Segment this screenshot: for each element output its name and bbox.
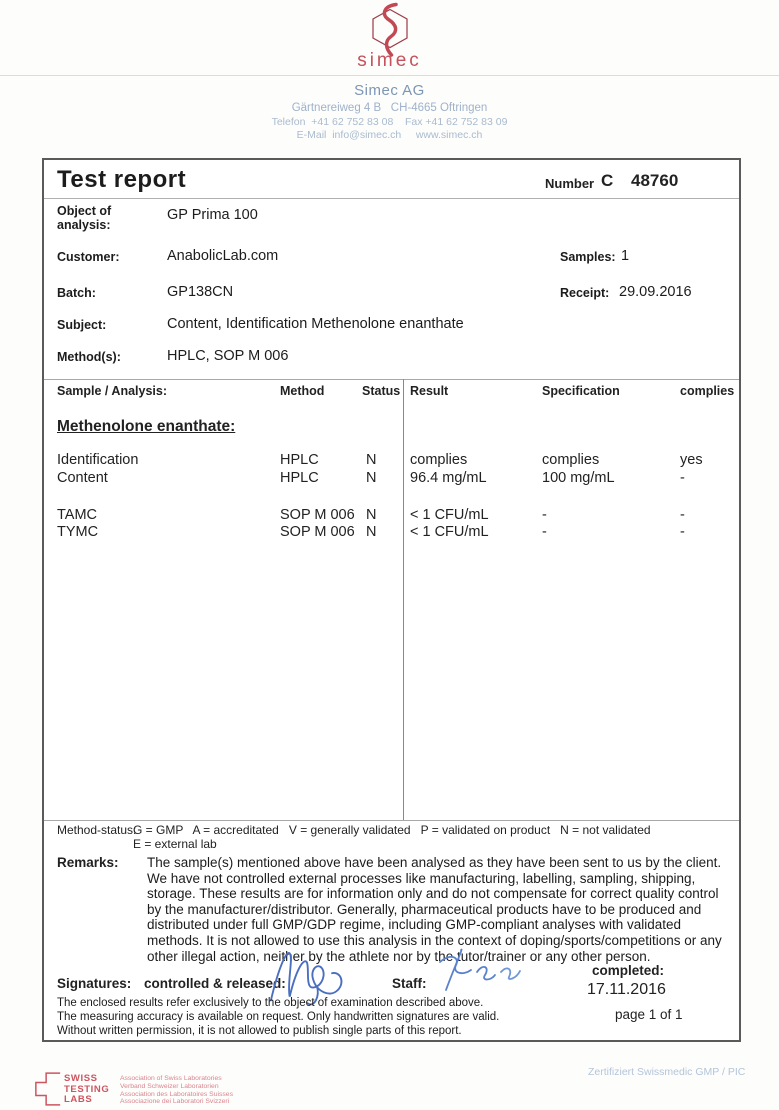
report-box [42,158,741,1042]
association-line: Associazione dei Laboratori Svizzeri [120,1098,230,1106]
association-line: Verband Schweizer Laboratorien [120,1082,219,1090]
staff-signature-icon [432,942,532,997]
row-complies: - [680,470,685,486]
col-result: Result [410,384,449,398]
object-value: GP Prima 100 [167,207,258,223]
table-row [44,452,739,470]
report-title: Test report [57,166,187,193]
controlled-released-label: controlled & released: [144,976,286,991]
subject-value: Content, Identification Methenolone enanthate [167,316,464,332]
customer-value: AnabolicLab.com [167,248,279,264]
row-result: complies [410,452,468,468]
fine-print-line: Without written permission, it is not allowed to publish single parts of this report. [57,1025,462,1037]
col-specification: Specification [542,384,620,398]
company-name: Simec AG [354,82,425,99]
batch-label: Batch: [57,286,96,300]
stl-line: TESTING [64,1083,110,1095]
fine-print-line: The enclosed results refer exclusively to the object of examination described above. [57,997,484,1009]
table-row [44,507,739,525]
row-status: N [366,507,377,523]
table-row [44,524,739,542]
row-analysis: Content [57,470,108,486]
row-complies: yes [680,452,703,468]
row-specification: - [542,507,547,523]
company-phone: Telefon +41 62 752 83 08 Fax +41 62 752 83 09 [271,116,508,128]
row-method: SOP M 006 [280,507,355,523]
association-line: Association des Laboratoires Suisses [120,1090,233,1098]
method-status-label: Method-status: [57,823,137,837]
row-analysis: TAMC [57,507,98,523]
remarks-label: Remarks: [57,855,119,870]
col-method: Method [280,384,325,398]
samples-value: 1 [621,248,630,264]
row-method: HPLC [280,470,319,486]
staff-label: Staff: [392,976,427,991]
row-specification: - [542,524,547,540]
row-specification: complies [542,452,600,468]
row-status: N [366,470,377,486]
receipt-value: 29.09.2016 [619,284,692,300]
row-analysis: Identification [57,452,139,468]
remarks-text: The sample(s) mentioned above have been analysed as they have been sent to us by the client. We have not controlled external processes like manufacturing, labelling, sampling, shipping, storage. These results are for information only and do not compensate for correct quality control by the manufacturer/distributor. Generally, pharmaceutical products have to be produced and distributed under full GMP/GDP regime, including GMP-compliant analyses with validated methods. It is not allowed to use this analysis in the context of doping/sports/competitions or any other illegal action, neither by the athlete nor by the tutor/trainer or any other person. [147,855,722,964]
certification-note: Zertifiziert Swissmedic GMP / PIC [588,1066,746,1078]
swiss-testing-labs-wordmark [64,1074,109,1106]
report-number-label: Number [545,176,595,191]
simec-wordmark: simec [357,50,422,71]
samples-label: Samples: [560,250,616,264]
table-footer-divider [44,820,739,821]
analyte-section-title: Methenolone enanthate: [57,418,236,435]
association-lines [120,1075,233,1106]
completed-date: 17.11.2016 [587,981,666,998]
company-email: E-Mail info@simec.ch www.simec.ch [296,129,483,141]
stl-line: SWISS [64,1073,98,1084]
object-label: Object of analysis: [57,204,112,232]
batch-value: GP138CN [167,284,234,300]
completed-label: completed: [592,963,665,978]
col-status: Status [362,384,401,398]
row-analysis: TYMC [57,524,99,540]
row-complies: - [680,507,685,523]
result-column-divider [403,379,404,820]
receipt-label: Receipt: [560,286,610,300]
table-row [44,470,739,488]
company-address: Gärtnereiweg 4 B CH-4665 Oftringen [291,102,488,114]
row-result: < 1 CFU/mL [410,507,489,523]
row-method: HPLC [280,452,319,468]
methods-label: Method(s): [57,350,121,364]
title-divider [44,198,739,199]
col-complies: complies [680,384,735,398]
methods-value: HPLC, SOP M 006 [167,348,289,364]
col-analysis: Sample / Analysis: [57,384,167,398]
row-complies: - [680,524,685,540]
swiss-cross-icon [34,1070,62,1110]
table-header-row [44,384,739,402]
letterhead-divider [0,75,779,76]
customer-label: Customer: [57,250,120,264]
method-status-legend: G = GMP A = accreditated V = generally validated P = validated on product N = not validated [133,823,651,837]
row-result: 96.4 mg/mL [410,470,487,486]
row-method: SOP M 006 [280,524,355,540]
association-line: Association of Swiss Laboratories [120,1075,222,1082]
report-number-value: 48760 [631,171,679,190]
page-indicator: page 1 of 1 [615,1007,683,1022]
fine-print-line: The measuring accuracy is available on request. Only handwritten signatures are valid. [57,1011,500,1023]
signatures-label: Signatures: [57,976,132,991]
subject-label: Subject: [57,318,107,332]
row-status: N [366,452,377,468]
row-status: N [366,524,377,540]
info-table-divider [44,379,739,380]
row-specification: 100 mg/mL [542,470,615,486]
row-result: < 1 CFU/mL [410,524,489,540]
stl-line: LABS [64,1094,93,1105]
report-number-series: C [601,171,614,190]
method-status-legend-2: E = external lab [133,837,217,851]
